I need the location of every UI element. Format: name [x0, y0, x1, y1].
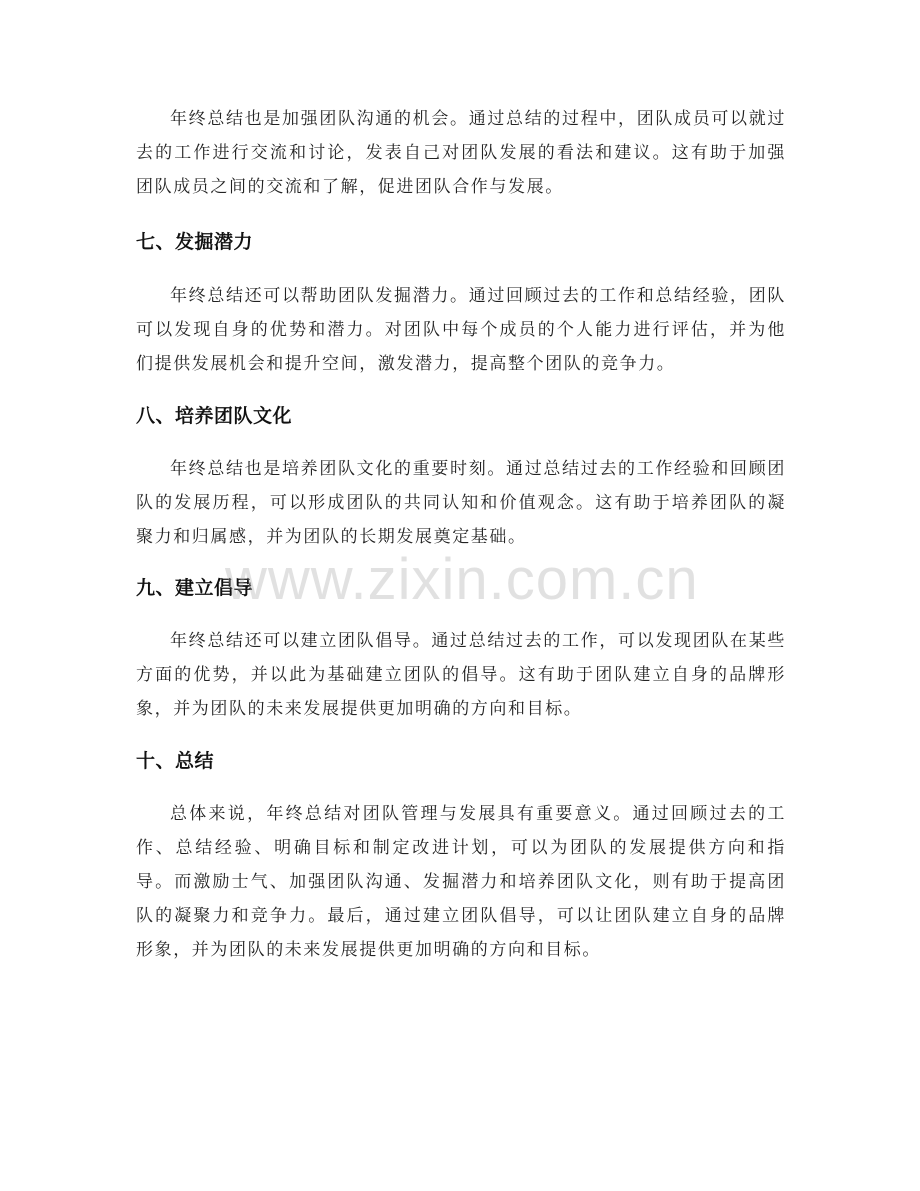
- section-heading-8: 八、培养团队文化: [136, 405, 293, 427]
- section-heading-7: 七、发掘潜力: [136, 231, 254, 253]
- intro-paragraph: 年终总结也是加强团队沟通的机会。通过总结的过程中，团队成员可以就过去的工作进行交流和讨论，发表自己对团队发展的看法和建议。这有助于加强团队成员之间的交流和了解，促进团队合作与发展。: [136, 109, 786, 197]
- section-paragraph-9: 年终总结还可以建立团队倡导。通过总结过去的工作，可以发现团队在某些方面的优势，并以此为基础建立团队的倡导。这有助于团队建立自身的品牌形象，并为团队的未来发展提供更加明确的方向和目标。: [136, 631, 786, 719]
- section-heading-10: 十、总结: [136, 750, 215, 772]
- section-paragraph-7: 年终总结还可以帮助团队发掘潜力。通过回顾过去的工作和总结经验，团队可以发现自身的优势和潜力。对团队中每个成员的个人能力进行评估，并为他们提供发展机会和提升空间，激发潜力，提高整个团队的竞争力。: [136, 286, 786, 374]
- section-paragraph-8: 年终总结也是培养团队文化的重要时刻。通过总结过去的工作经验和回顾团队的发展历程，可以形成团队的共同认知和价值观念。这有助于培养团队的凝聚力和归属感，并为团队的长期发展奠定基础。: [136, 459, 786, 547]
- section-paragraph-10: 总体来说，年终总结对团队管理与发展具有重要意义。通过回顾过去的工作、总结经验、明确目标和制定改进计划，可以为团队的发展提供方向和指导。而激励士气、加强团队沟通、发掘潜力和培养团队文化，则有助于提高团队的凝聚力和竞争力。最后，通过建立团队倡导，可以让团队建立自身的品牌形象，并为团队的未来发展提供更加明确的方向和目标。: [136, 804, 786, 960]
- watermark: www.zixin.com.cn: [225, 547, 699, 612]
- section-heading-9: 九、建立倡导: [136, 577, 254, 599]
